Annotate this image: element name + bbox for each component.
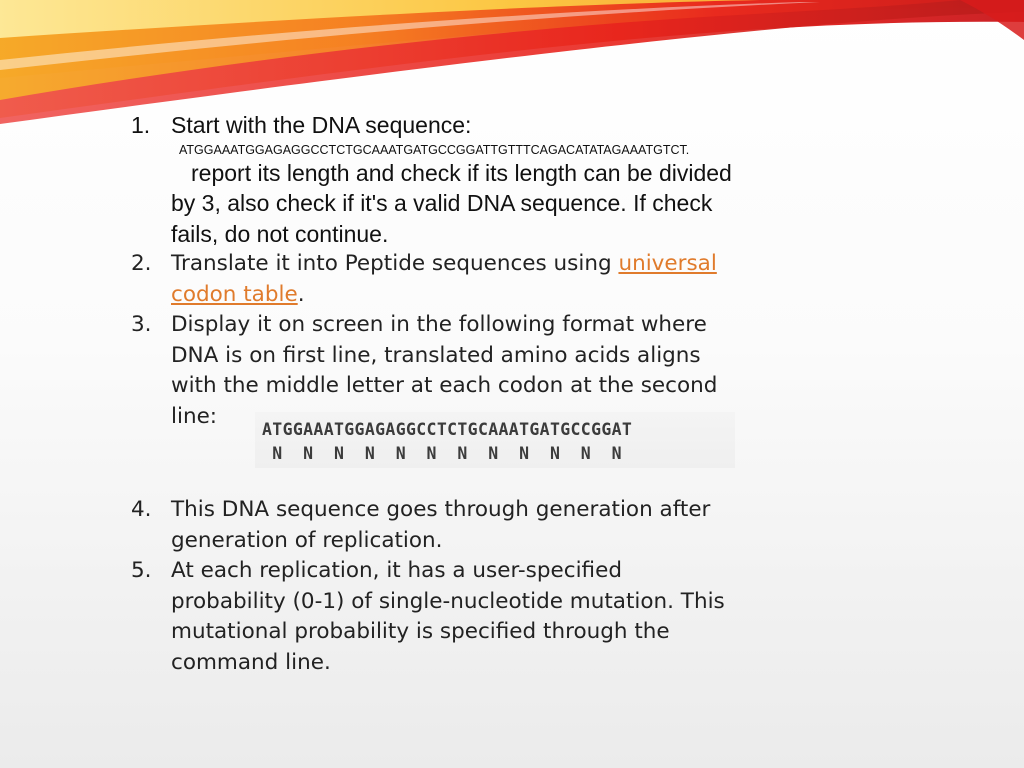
universal-codon-table-link-part-2[interactable]: codon table	[171, 281, 298, 307]
item-2-text: Translate it into Peptide sequences using	[171, 251, 619, 276]
item-4-line-2: generation of replication.	[171, 527, 443, 553]
item-4-line-1: This DNA sequence goes through generation after	[171, 497, 711, 522]
example-dna-line: ATGGAAATGGAGAGGCCTCTGCAAATGATGCCGGAT	[262, 420, 633, 439]
item-5-line-3: mutational probability is specified through the	[171, 619, 670, 644]
list-item-2	[131, 249, 831, 310]
item-1-lead: Start with the DNA sequence:	[171, 112, 472, 138]
item-1-report-line-3: fails, do not continue.	[171, 220, 389, 247]
list-number: 4.	[131, 497, 152, 522]
list-number: 5.	[131, 558, 152, 583]
dna-sequence: ATGGAAATGGAGAGGCCTCTGCAAATGATGCCGGATTGTTTCAGACATATAGAAATGTCT.	[179, 142, 690, 157]
item-3-line-3: with the middle letter at each codon at the second	[171, 373, 718, 398]
list-item-4	[131, 495, 831, 556]
item-5-line-4: command line.	[171, 649, 331, 675]
item-1-report-line-2: by 3, also check if it's a valid DNA sequence. If check	[171, 190, 713, 216]
item-3-line-4: line:	[171, 403, 218, 429]
item-5-line-1: At each replication, it has a user-specified	[171, 558, 622, 583]
instructions-list-part-1	[131, 110, 831, 432]
decorative-swoosh-banner	[0, 0, 1024, 125]
universal-codon-table-link-part-1[interactable]: universal	[618, 251, 717, 276]
item-3-line-2: DNA is on first line, translated amino acids aligns	[171, 342, 701, 368]
translation-example-image	[255, 412, 735, 468]
item-5-line-2: probability (0-1) of single-nucleotide mutation. This	[171, 588, 725, 614]
instructions-list-part-2	[131, 495, 831, 678]
list-item-5	[131, 556, 831, 678]
item-2-period: .	[297, 281, 305, 307]
item-1-report-line-1: report its length and check if its length can be divided	[191, 159, 732, 186]
list-number: 3.	[131, 312, 152, 337]
list-item-1	[131, 110, 831, 249]
example-amino-acid-line: N N N N N N N N N N N N	[262, 444, 622, 463]
list-number: 2.	[131, 251, 152, 276]
item-3-line-1: Display it on screen in the following format where	[171, 312, 707, 337]
list-number: 1.	[131, 112, 151, 138]
